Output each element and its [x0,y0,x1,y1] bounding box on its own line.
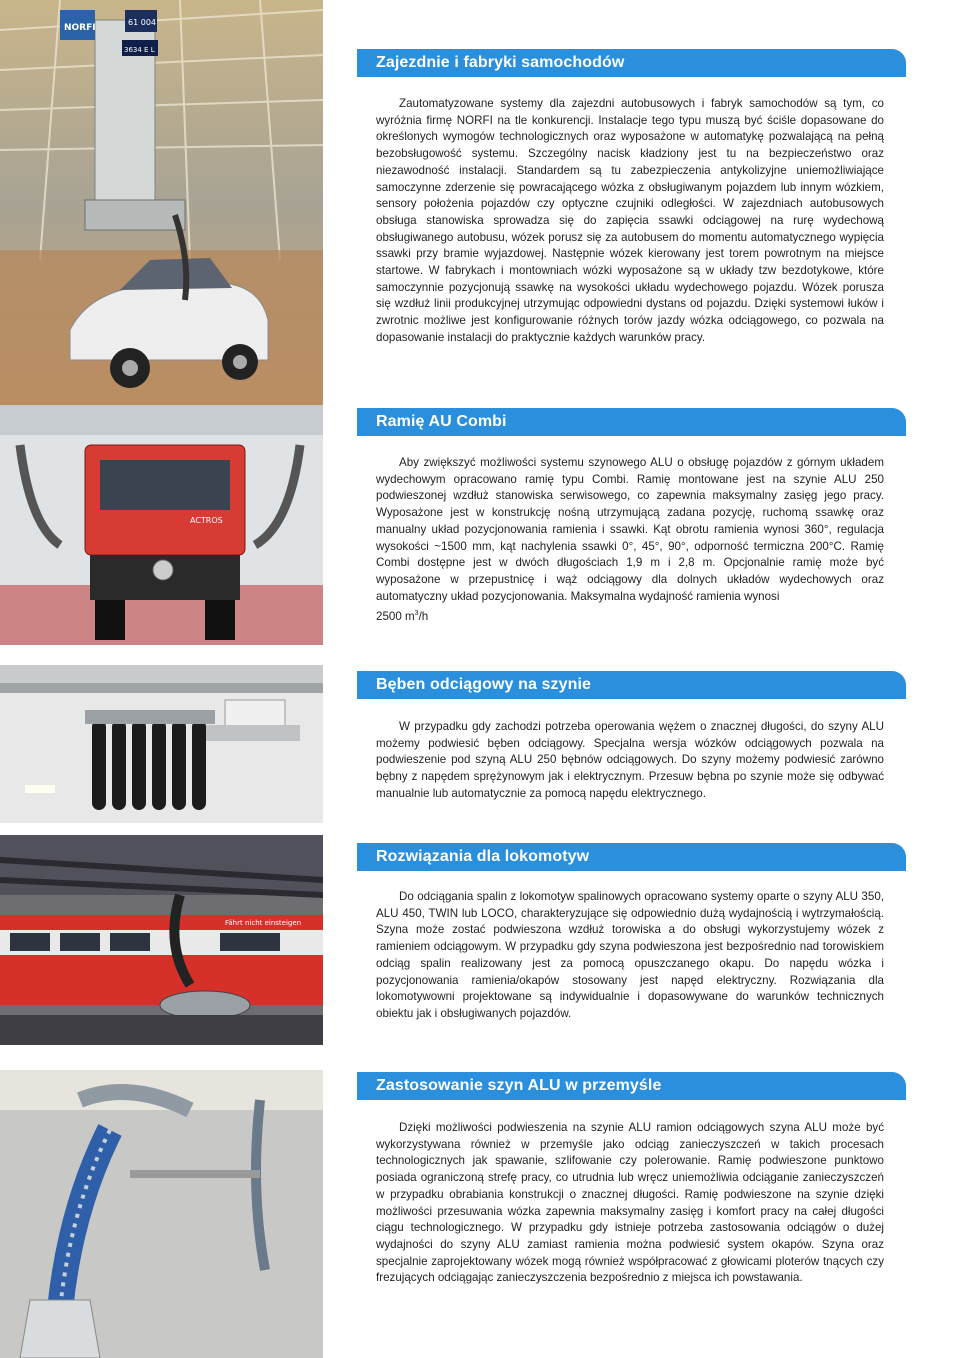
train-text: Fährt nicht einsteigen [225,919,302,927]
sign-code-2: 3634 E L [124,46,155,54]
sign-code-1: 61 004 [128,18,156,27]
section-body-bus-depots [376,96,884,347]
section-title-text: Rozwiązania dla lokomotyw [376,848,590,865]
truck-model: ACTROS [190,516,223,525]
capacity-unit: /h [418,610,429,624]
section-body-locomotives [376,889,884,1023]
capacity-number: 2500 m [376,610,415,624]
section-title-hose-reel [357,671,906,699]
section-title-text: Ramię AU Combi [376,413,507,430]
max-capacity-value [376,606,884,626]
section-body-industry [376,1120,884,1287]
photo-car-factory [0,0,323,405]
photo-truck-combi-arm [0,405,323,645]
section-title-text: Bęben odciągowy na szynie [376,676,591,693]
section-body-hose-reel [376,719,884,803]
section-body-combi-arm [376,455,884,626]
sign-brand: NORFI [64,23,96,33]
section-paragraph: Dzięki możliwości podwieszenia na szynie ALU ramion odciągowych szyna ALU może być wykorzystywana również w przemyśle jako odciąg zanieczyszczeń w takich procesach technologicznych jak spawanie, szlifowanie czy polerowanie. Ramię podwieszone punktowo posiada ograniczoną strefę pracy, co utrudnia lub wręcz uniemożliwia odciąganie zanieczyszczeń w przypadku obrabiania konstrukcji o znacznej długości. Ramię podwieszone na szynie dzięki możliwości przesuwania wózka zapewnia maksymalny zasięg i komfort pracy na całej długości ciągu technologicznego. W przypadku gdy istnieje potrzeba zastosowania odciągów o dużej wydajności do szyny ALU zamiast ramienia można podwiesić system okapów. Szyna oraz specjalnie zaprojektowany wózek mogą również współpracować z głowicami ploterów tnących czy frezujących odciągając zanieczyszczenia bezpośrednio z miejsca ich powstawania. [376,1121,884,1285]
section-title-text: Zastosowanie szyn ALU w przemyśle [376,1077,662,1094]
capacity-exponent: 3 [414,610,419,618]
photo-hose-reel [0,665,323,823]
section-title-industry [357,1072,906,1100]
photo-industrial-arm [0,1070,323,1358]
section-title-bus-depots [357,49,906,77]
section-paragraph: Zautomatyzowane systemy dla zajezdni autobusowych i fabryk samochodów są tym, co wyróżnia firmę NORFI na tle konkurencji. Instalacje tego typu muszą być ściśle dopasowane do określonych wymogów technologicznych oraz wyposażone w automatykę pozwalającą na pełną bezobsługowość systemu. Szczególny nacisk kładziony jest tu na bezpieczeństwo oraz niezawodność instalacji. Standardem są tu zabezpieczenia antykolizyjne uniemożliwiające samoczynne zderzenie się powracającego wózka z obsługiwanym pojazdem lub innym wózkiem, sensory położenia pojazdów czy optyczne czujniki odległości. W zajezdniach autobusowych obsługa stanowiska sprowadza się do zapięcia ssawki odciągowej na rurę wydechową obsługiwanego autobusu, wózek porusz się za autobusem do momentu automatycznego wypięcia ssawki przy bramie wyjazdowej. Następnie wózek kierowany jest torem powrotnym na miejsce startowe. W fabrykach i montowniach wózki wyposażone są w układy tzw bezdotykowe, które samoczynnie pozycjonują ssawkę na wysokości układu wydechowego pojazdu. Wózek porusza się wzdłuż linii produkcyjnej utrzymując odpowiedni dystans od pojazdu. Dzięki systemowi łuków i zwrotnic możliwe jest konfigurowanie różnych torów jazdy wózka odciągowego, co pozwala na dopasowanie instalacji do praktycznie każdych warunków pracy. [376,97,884,344]
section-paragraph: W przypadku gdy zachodzi potrzeba operowania wężem o znacznej długości, do szyny ALU możemy podwiesić bęben odciągowy. Specjalna wersja wózków odciągowych pozwala na podwieszenie pod szyną ALU 250 bębnów odciągowych. Do szyny możemy podwiesić zarówno bębny z napędem sprężynowym jak i elektrycznym. Przesuw bębna po szynie może się odbywać manualnie lub automatycznie za pomocą napędu elektrycznego. [376,720,884,800]
section-paragraph: Do odciągania spalin z lokomotyw spalinowych opracowano systemy oparte o szyny ALU 350, ALU 450, TWIN lub LOCO, charakteryzujące się odpowiednio dużą wydajnością i wytrzymałością. Szyna może zostać podwieszona wzdłuż torowiska a do obsługi wykorzystujemy wózek z ramieniem odciągowym. W przypadku gdy szyna podwieszona jest bezpośrednio nad torowiskiem odciąg spalin realizowany jest za pomocą opuszczanego okapu. Do napędu wózka i pozycjonowania ramienia/okapów stosowany jest napęd elektryczny. Rozwiązania dla lokomotywowni projektowane są indywidualnie i dopasowywane do warunków technicznych obiektu jak i obsługiwanych pojazdów. [376,890,884,1020]
section-title-text: Zajezdnie i fabryki samochodów [376,54,625,71]
section-paragraph: Aby zwiększyć możliwości systemu szynowego ALU o obsługę pojazdów z górnym układem wydechowym opracowano ramię typu Combi. Ramię montowane jest na szynie ALU 250 podwieszonej wzdłuż stanowiska serwisowego, co zapewnia maksymalny zasięg jego pracy. Wyposażone jest w konstrukcję nośną utrzymującą zadana pozycję, ruchomą ssawkę oraz manualny układ pozycjonowania ramienia i ssawki. Kąt obrotu ramienia wynosi 360°, regulacja wysokości ~1500 mm, kąt nachylenia ssawki 0°, 45°, 90°, odporność termiczna 200°C. Ramię Combi dostępne jest w dwóch długościach 1,9 m i 2,8 m. Opcjonalnie ramię może być wyposażone w przepustnicę i wąż odciągowy dla dolnych układów wydechowych oraz automatyczny układ pozycjonowania. Maksymalna wydajność ramienia wynosi [376,456,884,603]
section-title-locomotives [357,843,906,871]
section-title-combi-arm [357,408,906,436]
photo-locomotive [0,835,323,1045]
